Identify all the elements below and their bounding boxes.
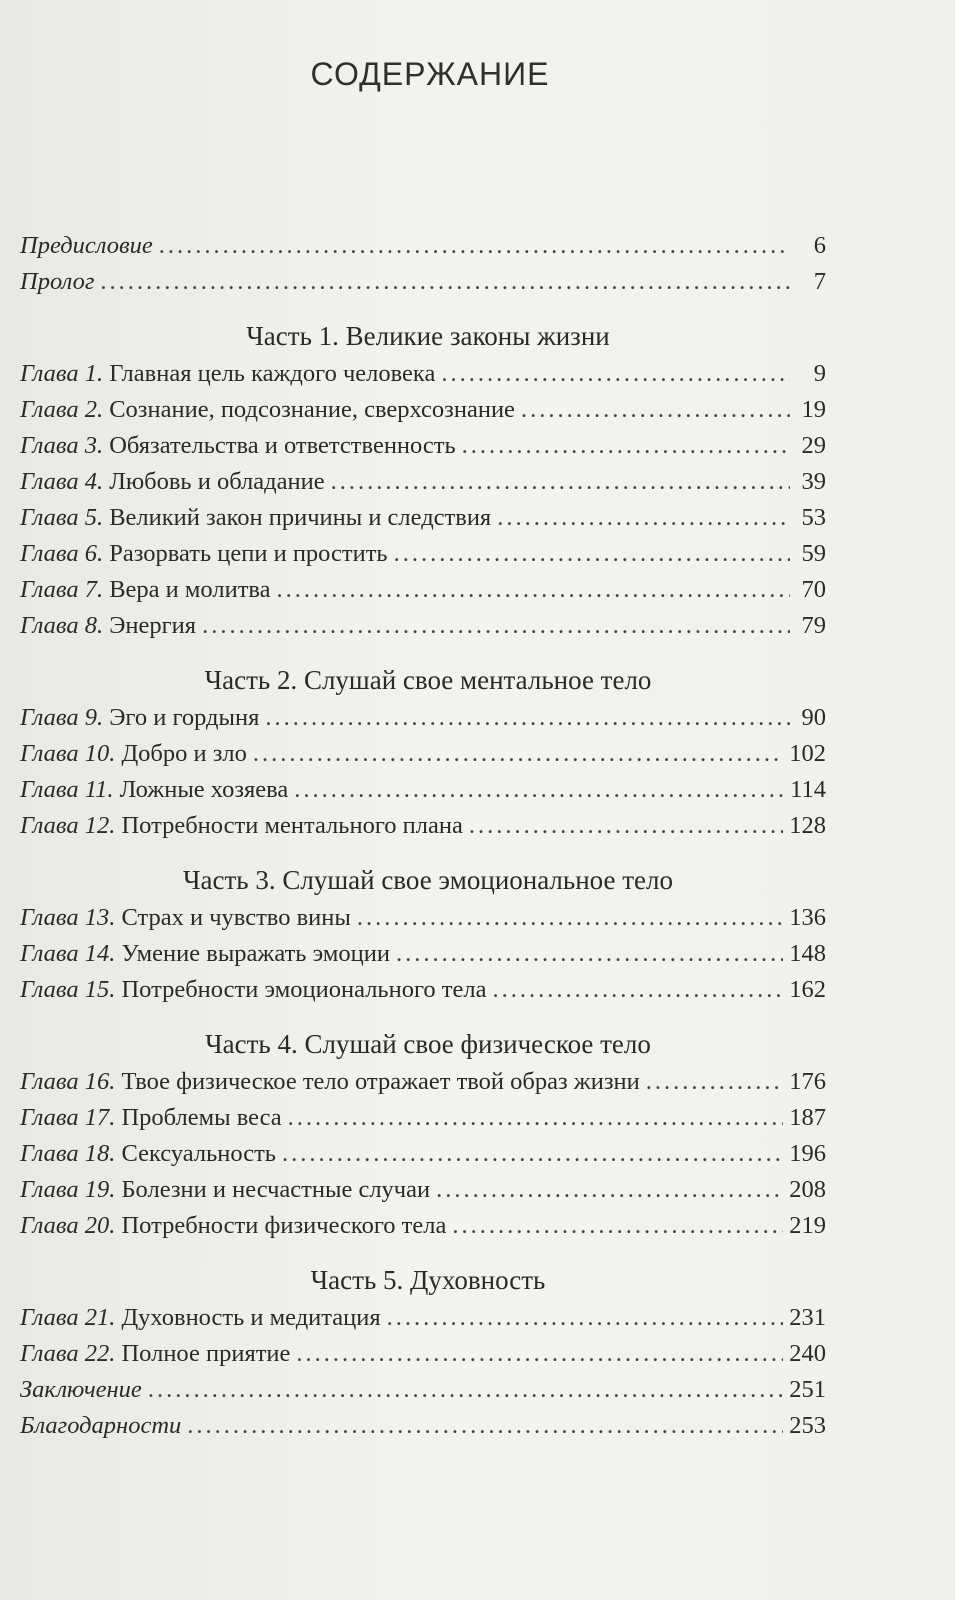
part-heading: Часть 4. Слушай свое физическое тело bbox=[205, 1029, 651, 1059]
entry-label bbox=[20, 500, 491, 536]
chapter-number: Глава 16. bbox=[20, 1068, 116, 1095]
chapter-entry bbox=[20, 572, 826, 608]
chapter-number: Глава 9. bbox=[20, 704, 104, 731]
entry-label bbox=[20, 772, 288, 808]
entry-title: Заключение bbox=[20, 1376, 142, 1403]
entry-label bbox=[20, 392, 515, 428]
chapter-number: Глава 21. bbox=[20, 1304, 116, 1331]
entry-label bbox=[20, 1172, 430, 1208]
entry-label bbox=[20, 1208, 446, 1244]
entry-label bbox=[20, 936, 390, 972]
dot-leader bbox=[521, 392, 790, 428]
page-number: 7 bbox=[813, 268, 826, 295]
part-heading: Часть 3. Слушай свое эмоциональное тело bbox=[182, 865, 673, 895]
page-number: 39 bbox=[801, 468, 826, 495]
chapter-number: Глава 13. bbox=[20, 904, 116, 931]
entry-label bbox=[20, 1408, 181, 1444]
chapter-entry bbox=[20, 464, 826, 500]
chapter-title: Сознание, подсознание, сверхсознание bbox=[103, 396, 515, 423]
entry-label bbox=[20, 736, 247, 772]
chapter-title: Любовь и обладание bbox=[103, 468, 325, 495]
part-heading: Часть 2. Слушай свое ментальное тело bbox=[204, 665, 652, 695]
chapter-title: Эго и гордыня bbox=[103, 704, 260, 731]
dot-leader bbox=[497, 500, 790, 536]
dot-leader bbox=[357, 900, 783, 936]
page-number: 176 bbox=[789, 1068, 826, 1095]
chapter-title: Твое физическое тело отражает твой образ жизни bbox=[115, 1068, 640, 1095]
entry-label bbox=[20, 428, 456, 464]
page-number: 9 bbox=[813, 360, 826, 387]
entry-label bbox=[20, 1136, 276, 1172]
dot-leader bbox=[394, 536, 790, 572]
dot-leader bbox=[159, 228, 790, 264]
page-number: 148 bbox=[789, 940, 826, 967]
entry-title: Благодарности bbox=[20, 1412, 182, 1439]
chapter-title: Страх и чувство вины bbox=[115, 904, 351, 931]
chapter-entry bbox=[20, 1172, 826, 1208]
chapter-title: Сексуальность bbox=[115, 1140, 276, 1167]
front-matter-entry bbox=[20, 228, 826, 264]
entry-label bbox=[20, 464, 325, 500]
chapter-entry bbox=[20, 1136, 826, 1172]
chapter-entry bbox=[20, 500, 826, 536]
chapter-title: Проблемы веса bbox=[115, 1104, 282, 1131]
dot-leader bbox=[469, 808, 783, 844]
page-number: 79 bbox=[801, 612, 826, 639]
entry-label bbox=[20, 1300, 381, 1336]
chapter-title: Вера и молитва bbox=[103, 576, 271, 603]
part-heading: Часть 1. Великие законы жизни bbox=[246, 321, 610, 351]
chapter-number: Глава 22. bbox=[20, 1340, 116, 1367]
chapter-entry bbox=[20, 392, 826, 428]
chapter-entry bbox=[20, 772, 826, 808]
dot-leader bbox=[282, 1136, 783, 1172]
dot-leader bbox=[265, 700, 790, 736]
dot-leader bbox=[492, 972, 783, 1008]
page-number: 208 bbox=[789, 1176, 826, 1203]
entry-label bbox=[20, 1100, 282, 1136]
chapter-entry bbox=[20, 900, 826, 936]
dot-leader bbox=[387, 1300, 784, 1336]
chapter-number: Глава 3. bbox=[20, 432, 104, 459]
chapter-title: Обязательства и ответственность bbox=[103, 432, 456, 459]
entry-label bbox=[20, 1336, 290, 1372]
entry-label bbox=[20, 700, 259, 736]
dot-leader bbox=[296, 1336, 783, 1372]
back-matter-entry bbox=[20, 1408, 826, 1444]
chapter-entry bbox=[20, 1300, 826, 1336]
chapter-entry bbox=[20, 936, 826, 972]
dot-leader bbox=[202, 608, 790, 644]
dot-leader bbox=[253, 736, 783, 772]
chapter-number: Глава 12. bbox=[20, 812, 116, 839]
chapter-entry bbox=[20, 700, 826, 736]
page-number: 253 bbox=[789, 1412, 826, 1439]
dot-leader bbox=[288, 1100, 784, 1136]
page-number: 6 bbox=[813, 232, 826, 259]
front-matter-entry bbox=[20, 264, 826, 300]
chapter-title: Добро и зло bbox=[115, 740, 247, 767]
chapter-number: Глава 17. bbox=[20, 1104, 116, 1131]
chapter-number: Глава 6. bbox=[20, 540, 104, 567]
entry-label bbox=[20, 608, 196, 644]
chapter-title: Полное приятие bbox=[115, 1340, 291, 1367]
dot-leader bbox=[452, 1208, 783, 1244]
chapter-number: Глава 15. bbox=[20, 976, 116, 1003]
entry-label bbox=[20, 536, 388, 572]
entry-label bbox=[20, 264, 94, 300]
entry-title: Пролог bbox=[20, 268, 95, 295]
entry-title: Предисловие bbox=[20, 232, 153, 259]
chapter-title: Разорвать цепи и простить bbox=[103, 540, 388, 567]
entry-label bbox=[20, 1064, 640, 1100]
page-number: 59 bbox=[801, 540, 826, 567]
chapter-number: Глава 2. bbox=[20, 396, 104, 423]
chapter-entry bbox=[20, 808, 826, 844]
chapter-title: Ложные хозяева bbox=[113, 776, 289, 803]
dot-leader bbox=[436, 1172, 783, 1208]
chapter-number: Глава 20. bbox=[20, 1212, 116, 1239]
chapter-entry bbox=[20, 736, 826, 772]
chapter-entry bbox=[20, 1064, 826, 1100]
entry-label bbox=[20, 972, 486, 1008]
chapter-number: Глава 11. bbox=[20, 776, 114, 803]
page-number: 29 bbox=[801, 432, 826, 459]
page-number: 128 bbox=[789, 812, 826, 839]
chapter-title: Духовность и медитация bbox=[115, 1304, 381, 1331]
chapter-title: Энергия bbox=[103, 612, 197, 639]
chapter-title: Потребности ментального плана bbox=[115, 812, 463, 839]
chapter-number: Глава 7. bbox=[20, 576, 104, 603]
chapter-number: Глава 18. bbox=[20, 1140, 116, 1167]
page-number: 196 bbox=[789, 1140, 826, 1167]
chapter-number: Глава 19. bbox=[20, 1176, 116, 1203]
dot-leader bbox=[100, 264, 790, 300]
dot-leader bbox=[331, 464, 790, 500]
dot-leader bbox=[462, 428, 790, 464]
back-matter-entry bbox=[20, 1372, 826, 1408]
page-number: 219 bbox=[789, 1212, 826, 1239]
back-matter bbox=[20, 1372, 826, 1444]
chapter-entry bbox=[20, 536, 826, 572]
chapter-number: Глава 4. bbox=[20, 468, 104, 495]
chapter-number: Глава 10. bbox=[20, 740, 116, 767]
parts-list bbox=[20, 318, 826, 1372]
dot-leader bbox=[187, 1408, 783, 1444]
page-number: 90 bbox=[801, 704, 826, 731]
entry-label bbox=[20, 356, 435, 392]
chapter-entry bbox=[20, 608, 826, 644]
dot-leader bbox=[441, 356, 790, 392]
page-number: 70 bbox=[801, 576, 826, 603]
chapter-entry bbox=[20, 1208, 826, 1244]
chapter-entry bbox=[20, 1336, 826, 1372]
page-number: 240 bbox=[789, 1340, 826, 1367]
front-matter bbox=[20, 228, 826, 300]
entry-label bbox=[20, 1372, 142, 1408]
chapter-title: Умение выражать эмоции bbox=[115, 940, 390, 967]
chapter-title: Главная цель каждого человека bbox=[103, 360, 436, 387]
dot-leader bbox=[294, 772, 784, 808]
dot-leader bbox=[646, 1064, 784, 1100]
entry-label bbox=[20, 900, 351, 936]
dot-leader bbox=[396, 936, 783, 972]
entry-label bbox=[20, 572, 271, 608]
chapter-title: Великий закон причины и следствия bbox=[103, 504, 492, 531]
chapter-entry bbox=[20, 1100, 826, 1136]
page-title: СОДЕРЖАНИЕ bbox=[310, 56, 550, 92]
chapter-entry bbox=[20, 428, 826, 464]
chapter-title: Потребности физического тела bbox=[115, 1212, 447, 1239]
page-number: 231 bbox=[789, 1304, 826, 1331]
chapter-number: Глава 8. bbox=[20, 612, 104, 639]
chapter-title: Болезни и несчастные случаи bbox=[115, 1176, 431, 1203]
page-number: 114 bbox=[790, 776, 826, 803]
page-number: 102 bbox=[789, 740, 826, 767]
entry-label bbox=[20, 808, 463, 844]
page-number: 136 bbox=[789, 904, 826, 931]
chapter-entry bbox=[20, 356, 826, 392]
chapter-number: Глава 1. bbox=[20, 360, 104, 387]
chapter-title: Потребности эмоционального тела bbox=[115, 976, 487, 1003]
part-heading: Часть 5. Духовность bbox=[310, 1265, 546, 1295]
page-number: 53 bbox=[801, 504, 826, 531]
table-of-contents bbox=[20, 228, 826, 1444]
entry-label bbox=[20, 228, 153, 264]
page-number: 162 bbox=[789, 976, 826, 1003]
page-number: 187 bbox=[789, 1104, 826, 1131]
chapter-entry bbox=[20, 972, 826, 1008]
chapter-number: Глава 14. bbox=[20, 940, 116, 967]
chapter-number: Глава 5. bbox=[20, 504, 104, 531]
dot-leader bbox=[277, 572, 790, 608]
page-number: 19 bbox=[801, 396, 826, 423]
dot-leader bbox=[148, 1372, 783, 1408]
page-number: 251 bbox=[789, 1376, 826, 1403]
